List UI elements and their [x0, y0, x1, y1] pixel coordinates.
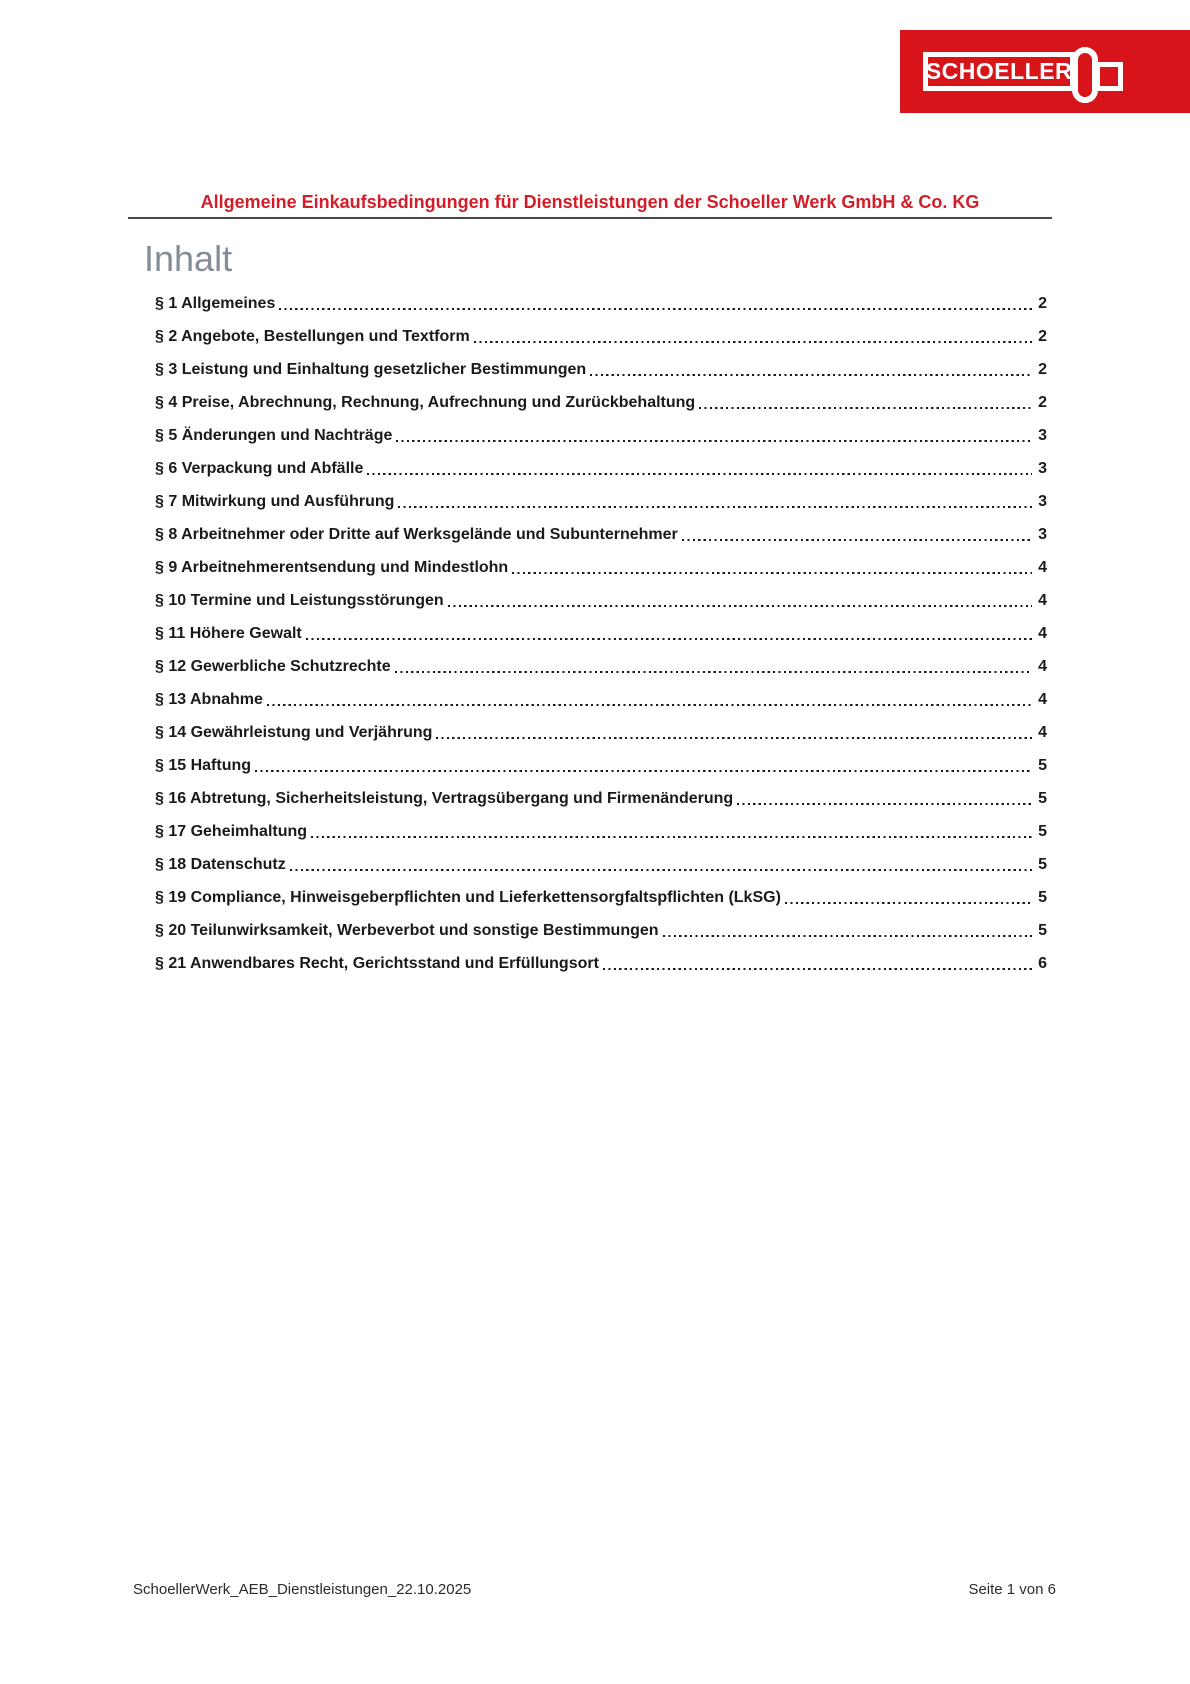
toc-entry-page: 5: [1038, 889, 1047, 906]
toc-entry[interactable]: [155, 683, 1047, 716]
toc-dot-leader: [682, 539, 1032, 542]
toc-dot-leader: [396, 440, 1032, 443]
toc-entry[interactable]: [155, 485, 1047, 518]
toc-entry[interactable]: [155, 848, 1047, 881]
toc-entry-label: § 6 Verpackung und Abfälle: [155, 460, 364, 477]
toc-entry[interactable]: [155, 386, 1047, 419]
toc-entry[interactable]: [155, 518, 1047, 551]
toc-entry[interactable]: [155, 353, 1047, 386]
table-of-contents: [155, 287, 1047, 980]
toc-dot-leader: [448, 605, 1032, 608]
toc-heading: Inhalt: [144, 238, 233, 279]
toc-entry-label: § 19 Compliance, Hinweisgeberpflichten und Lieferkettensorgfaltspflichten (LkSG): [155, 889, 781, 906]
toc-entry-page: 3: [1038, 493, 1047, 510]
toc-entry-label: § 15 Haftung: [155, 757, 252, 774]
page-footer: [133, 1581, 1056, 1599]
toc-entry-page: 2: [1038, 328, 1047, 345]
logo-tube-icon: [1072, 47, 1098, 103]
toc-entry-label: § 11 Höhere Gewalt: [155, 625, 302, 642]
logo-tube-end-icon: [1095, 62, 1123, 91]
toc-dot-leader: [306, 638, 1032, 641]
toc-entry-page: 6: [1038, 955, 1047, 972]
toc-entry[interactable]: [155, 716, 1047, 749]
toc-entry-page: 4: [1038, 625, 1047, 642]
toc-entry-label: § 10 Termine und Leistungsstörungen: [155, 592, 444, 609]
toc-dot-leader: [603, 968, 1032, 971]
toc-entry[interactable]: [155, 815, 1047, 848]
toc-entry[interactable]: [155, 584, 1047, 617]
footer-filename: SchoellerWerk_AEB_Dienstleistungen_22.10.2025: [133, 1581, 472, 1598]
toc-entry-page: 2: [1038, 295, 1047, 312]
toc-entry-page: 5: [1038, 856, 1047, 873]
toc-entry-label: § 12 Gewerbliche Schutzrechte: [155, 658, 391, 675]
toc-entry-page: 3: [1038, 460, 1047, 477]
toc-entry-page: 4: [1038, 559, 1047, 576]
toc-entry-page: 5: [1038, 823, 1047, 840]
toc-dot-leader: [785, 902, 1032, 905]
toc-entry-page: 4: [1038, 691, 1047, 708]
toc-entry-label: § 3 Leistung und Einhaltung gesetzlicher Bestimmungen: [155, 361, 587, 378]
toc-dot-leader: [290, 869, 1032, 872]
toc-entry-page: 2: [1038, 361, 1047, 378]
toc-entry-label: § 2 Angebote, Bestellungen und Textform: [155, 328, 470, 345]
toc-dot-leader: [398, 506, 1032, 509]
toc-entry-label: § 1 Allgemeines: [155, 295, 276, 312]
toc-entry[interactable]: [155, 419, 1047, 452]
toc-dot-leader: [737, 803, 1032, 806]
toc-dot-leader: [255, 770, 1032, 773]
toc-entry-label: § 16 Abtretung, Sicherheitsleistung, Vertragsübergang und Firmenänderung: [155, 790, 734, 807]
toc-entry-label: § 7 Mitwirkung und Ausführung: [155, 493, 395, 510]
toc-dot-leader: [436, 737, 1032, 740]
toc-entry[interactable]: [155, 650, 1047, 683]
document-title: Allgemeine Einkaufsbedingungen für Dienstleistungen der Schoeller Werk GmbH & Co. KG: [200, 192, 980, 212]
toc-entry-label: § 14 Gewährleistung und Verjährung: [155, 724, 433, 741]
toc-entry-label: § 20 Teilunwirksamkeit, Werbeverbot und sonstige Bestimmungen: [155, 922, 659, 939]
toc-dot-leader: [699, 407, 1032, 410]
toc-entry-page: 5: [1038, 757, 1047, 774]
toc-dot-leader: [663, 935, 1032, 938]
toc-dot-leader: [267, 704, 1032, 707]
toc-entry-label: § 13 Abnahme: [155, 691, 263, 708]
title-block: [128, 192, 1052, 219]
toc-entry-label: § 21 Anwendbares Recht, Gerichtsstand und Erfüllungsort: [155, 955, 599, 972]
title-divider: [128, 217, 1052, 219]
toc-entry-page: 4: [1038, 724, 1047, 741]
toc-entry-label: § 5 Änderungen und Nachträge: [155, 427, 393, 444]
toc-entry-page: 2: [1038, 394, 1047, 411]
toc-entry-label: § 18 Datenschutz: [155, 856, 286, 873]
toc-entry[interactable]: [155, 914, 1047, 947]
toc-entry[interactable]: [155, 551, 1047, 584]
logo-nameplate: [923, 52, 1075, 91]
toc-dot-leader: [512, 572, 1032, 575]
toc-entry-page: 3: [1038, 526, 1047, 543]
toc-entry[interactable]: [155, 749, 1047, 782]
logo-text: SCHOELLER: [925, 58, 1073, 84]
toc-dot-leader: [367, 473, 1032, 476]
toc-entry-label: § 17 Geheimhaltung: [155, 823, 308, 840]
toc-entry-label: § 8 Arbeitnehmer oder Dritte auf Werksgelände und Subunternehmer: [155, 526, 678, 543]
toc-entry[interactable]: [155, 947, 1047, 980]
schoeller-logo: [900, 30, 1190, 113]
toc-entry[interactable]: [155, 452, 1047, 485]
toc-entry-label: § 4 Preise, Abrechnung, Rechnung, Aufrechnung und Zurückbehaltung: [155, 394, 696, 411]
toc-entry-page: 3: [1038, 427, 1047, 444]
toc-entry[interactable]: [155, 320, 1047, 353]
toc-dot-leader: [311, 836, 1032, 839]
toc-entry-label: § 9 Arbeitnehmerentsendung und Mindestlohn: [155, 559, 509, 576]
toc-entry-page: 4: [1038, 658, 1047, 675]
footer-page-indicator: Seite 1 von 6: [968, 1581, 1056, 1598]
toc-dot-leader: [279, 308, 1032, 311]
toc-dot-leader: [590, 374, 1032, 377]
toc-entry-page: 5: [1038, 922, 1047, 939]
toc-entry[interactable]: [155, 287, 1047, 320]
toc-dot-leader: [474, 341, 1032, 344]
toc-entry-page: 4: [1038, 592, 1047, 609]
toc-entry[interactable]: [155, 782, 1047, 815]
toc-entry-page: 5: [1038, 790, 1047, 807]
toc-entry[interactable]: [155, 881, 1047, 914]
toc-dot-leader: [395, 671, 1032, 674]
toc-entry[interactable]: [155, 617, 1047, 650]
